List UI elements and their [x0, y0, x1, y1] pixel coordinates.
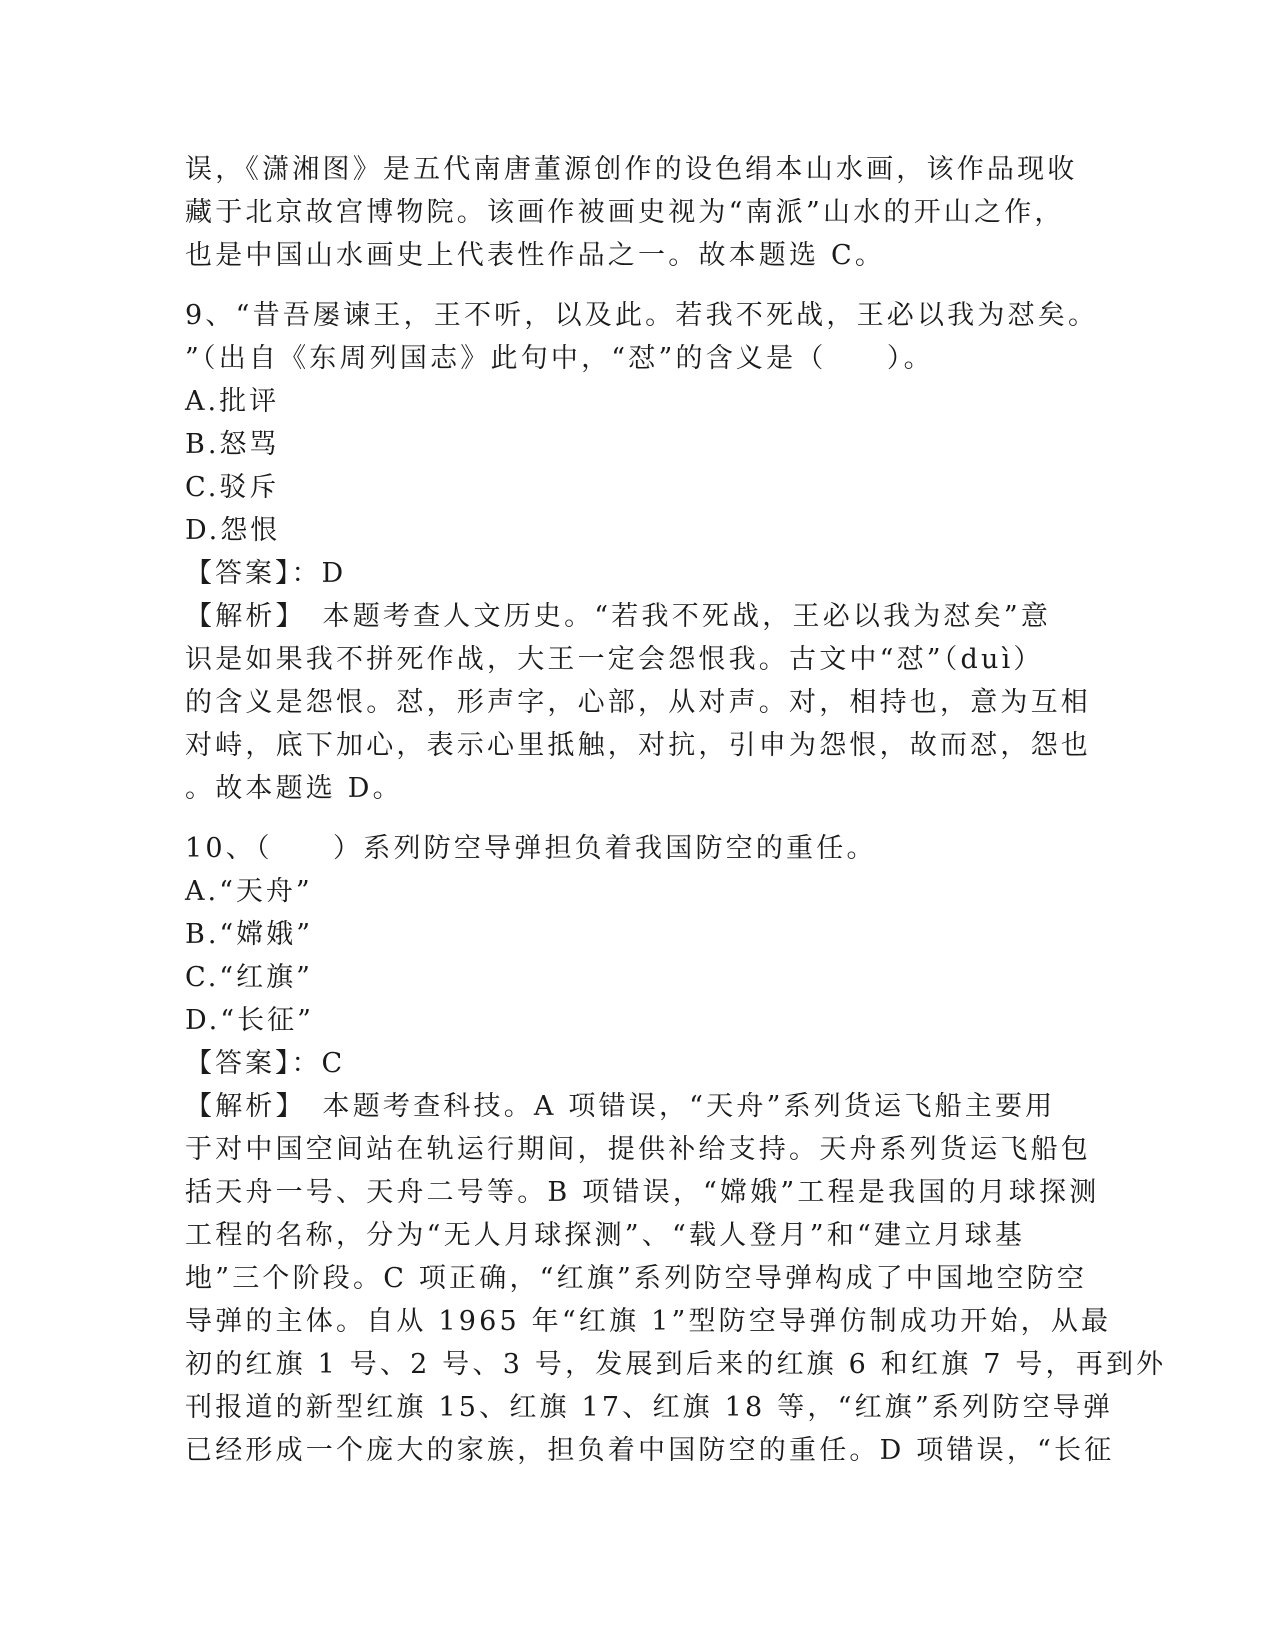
explanation-line: 对峙，底下加心，表示心里抵触，对抗，引申为怨恨，故而怼，怨也 [185, 730, 1091, 761]
question-stem: 10、（ ）系列防空导弹担负着我国防空的重任。 [185, 833, 877, 864]
explanation-line: 导弹的主体。自从 1965 年“红旗 1”型防空导弹仿制成功开始，从最 [185, 1306, 1112, 1337]
option-d: D.“长征” [185, 1005, 314, 1036]
option-d: D.怨恨 [185, 515, 281, 546]
answer: 【答案】：C [185, 1048, 346, 1079]
explanation-line: 识是如果我不拼死作战，大王一定会怨恨我。古文中“怼”（duì） [185, 644, 1044, 675]
previous-explanation [185, 148, 1085, 277]
explanation-line: 误，《潇湘图》是五代南唐董源创作的设色绢本山水画，该作品现收 [185, 154, 1078, 185]
explanation-line: 藏于北京故宫博物院。该画作被画史视为“南派”山水的开山之作， [185, 197, 1065, 228]
option-c: C.驳斥 [185, 472, 280, 503]
explanation-line: 的含义是怨恨。怼，形声字，心部，从对声。对，相持也，意为互相 [185, 687, 1091, 718]
question-stem: ”（出自《东周列国志》此句中，“怼”的含义是（ ）。 [185, 343, 934, 374]
explanation-line: 【解析】 本题考查人文历史。“若我不死战，王必以我为怼矣”意 [185, 601, 1052, 632]
explanation-line: 【解析】 本题考查科技。A 项错误，“天舟”系列货运飞船主要用 [185, 1091, 1056, 1122]
explanation-line: 刊报道的新型红旗 15、红旗 17、红旗 18 等，“红旗”系列防空导弹 [185, 1392, 1114, 1423]
option-b: B.“嫦娥” [185, 919, 314, 950]
explanation-line: 初的红旗 1 号、2 号、3 号，发展到后来的红旗 6 和红旗 7 号，再到外 [185, 1349, 1167, 1380]
document-page [185, 148, 1167, 1472]
explanation-line: 地”三个阶段。C 项正确，“红旗”系列防空导弹构成了中国地空防空 [185, 1263, 1088, 1294]
explanation-line: 于对中国空间站在轨运行期间，提供补给支持。天舟系列货运飞船包 [185, 1134, 1091, 1165]
option-a: A.“天舟” [185, 876, 313, 907]
explanation-line: 。故本题选 D。 [185, 773, 403, 804]
question-stem: 9、“昔吾屡谏王，王不听，以及此。若我不死战，王必以我为怼矣。 [185, 300, 1099, 331]
option-a: A.批评 [185, 386, 280, 417]
question-9 [185, 294, 1099, 810]
explanation-line: 工程的名称，分为“无人月球探测”、“载人登月”和“建立月球基 [185, 1220, 1026, 1251]
explanation-line: 括天舟一号、天舟二号等。B 项错误，“嫦娥”工程是我国的月球探测 [185, 1177, 1100, 1208]
explanation-line: 也是中国山水画史上代表性作品之一。故本题选 C。 [185, 240, 886, 271]
option-c: C.“红旗” [185, 962, 313, 993]
option-b: B.怒骂 [185, 429, 280, 460]
explanation-line: 已经形成一个庞大的家族，担负着中国防空的重任。D 项错误，“长征 [185, 1435, 1115, 1466]
question-10 [185, 827, 1167, 1472]
answer: 【答案】：D [185, 558, 347, 589]
